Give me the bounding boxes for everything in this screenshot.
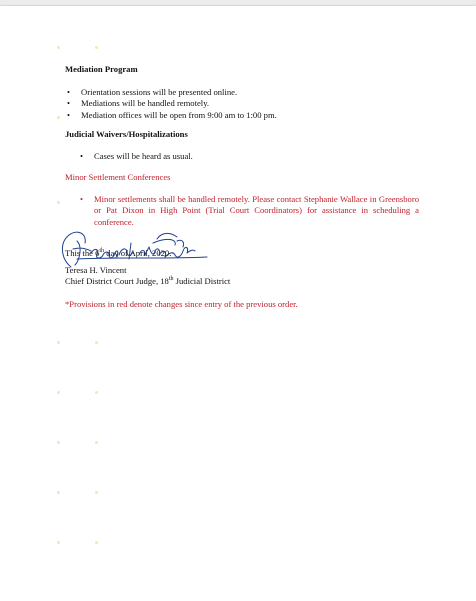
document-body — [65, 64, 419, 310]
margin-dot — [95, 491, 98, 494]
margin-dot — [95, 46, 98, 49]
signature-area — [65, 229, 419, 271]
waivers-list — [78, 151, 419, 162]
signer-name: Teresa H. Vincent — [65, 264, 127, 275]
margin-dot — [57, 201, 60, 204]
minor-heading: Minor Settlement Conferences — [65, 172, 171, 183]
margin-dot — [57, 391, 60, 394]
list-item: • Mediation offices will be open from 9:00 am to 1:00 pm. — [65, 110, 419, 121]
dated-prefix: This the 6 — [65, 247, 100, 258]
margin-dot — [57, 441, 60, 444]
margin-dot — [57, 541, 60, 544]
margin-dot — [57, 341, 60, 344]
margin-dot — [95, 541, 98, 544]
dated-sup: th — [99, 247, 105, 254]
mediation-list — [65, 87, 419, 121]
margin-dot — [57, 491, 60, 494]
signature-image — [57, 229, 217, 271]
margin-dot — [95, 391, 98, 394]
signer-title-prefix: Chief District Court Judge, 18 — [65, 276, 169, 287]
list-item: • Minor settlements shall be handled remotely. Please contact Stephanie Wallace in Greensboro or Pat Dixon in High Point (Trial Court Coordinators) for assistance in scheduling a conference. — [78, 194, 419, 228]
minor-list — [78, 194, 419, 228]
margin-dot — [95, 341, 98, 344]
document-page — [0, 6, 476, 601]
provisions-note: *Provisions in red denote changes since entry of the previous order. — [65, 299, 298, 310]
dated-suffix: day of April, 2020. — [104, 247, 172, 258]
waivers-heading: Judicial Waivers/Hospitalizations — [65, 128, 188, 139]
signer-title-sup: th — [168, 276, 174, 283]
margin-dot — [95, 441, 98, 444]
signer-title — [65, 276, 419, 287]
mediation-heading: Mediation Program — [65, 64, 138, 74]
margin-dot — [57, 46, 60, 49]
margin-dot — [57, 116, 60, 119]
list-item: • Orientation sessions will be presented online. — [65, 87, 419, 98]
list-item: • Mediations will be handled remotely. — [65, 98, 419, 109]
signer-title-suffix: Judicial District — [173, 276, 231, 287]
list-item: • Cases will be heard as usual. — [78, 151, 419, 162]
